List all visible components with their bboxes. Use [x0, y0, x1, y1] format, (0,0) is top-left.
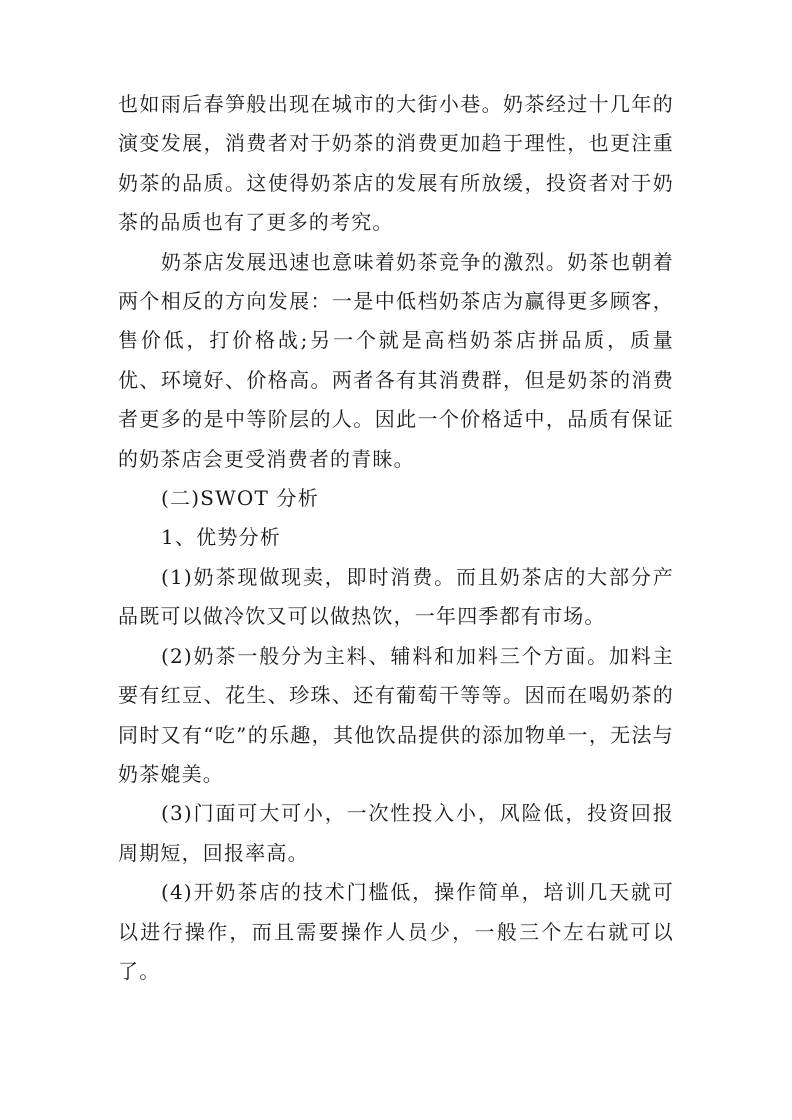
subsection-heading-strengths: 1、优势分析: [161, 525, 281, 550]
paragraph-intro-continuation: 也如雨后春笋般出现在城市的大街小巷。奶茶经过十几年的演变发展，消费者对于奶茶的消费更加趋于理性，也更注重奶茶的品质。这使得奶茶店的发展有所放缓，投资者对于奶茶的品质也有了更多的考究。: [118, 92, 674, 235]
list-item-strength-2: (2)奶茶一般分为主料、辅料和加料三个方面。加料主要有红豆、花生、珍珠、还有葡萄干等等。因而在喝奶茶的同时又有“吃”的乐趣，其他饮品提供的添加物单一，无法与奶茶媲美。: [118, 643, 674, 786]
paragraph-competition: 奶茶店发展迅速也意味着奶茶竞争的激烈。奶茶也朝着两个相反的方向发展：一是中低档奶茶店为赢得更多顾客，售价低，打价格战;另一个就是高档奶茶店拼品质，质量优、环境好、价格高。两者各有其消费群，但是奶茶的消费者更多的是中等阶层的人。因此一个价格适中，品质有保证的奶茶店会更受消费者的青睐。: [118, 249, 674, 471]
document-page: [118, 85, 674, 991]
list-item-strength-1: (1)奶茶现做现卖，即时消费。而且奶茶店的大部分产品既可以做冷饮又可以做热饮，一年四季都有市场。: [118, 564, 674, 629]
section-heading-swot: (二)SWOT 分析: [161, 486, 319, 511]
list-item-strength-3: (3)门面可大可小，一次性投入小，风险低，投资回报周期短，回报率高。: [118, 801, 674, 865]
list-item-strength-4: (4)开奶茶店的技术门槛低，操作简单，培训几天就可以进行操作，而且需要操作人员少，一般三个左右就可以了。: [118, 880, 674, 983]
